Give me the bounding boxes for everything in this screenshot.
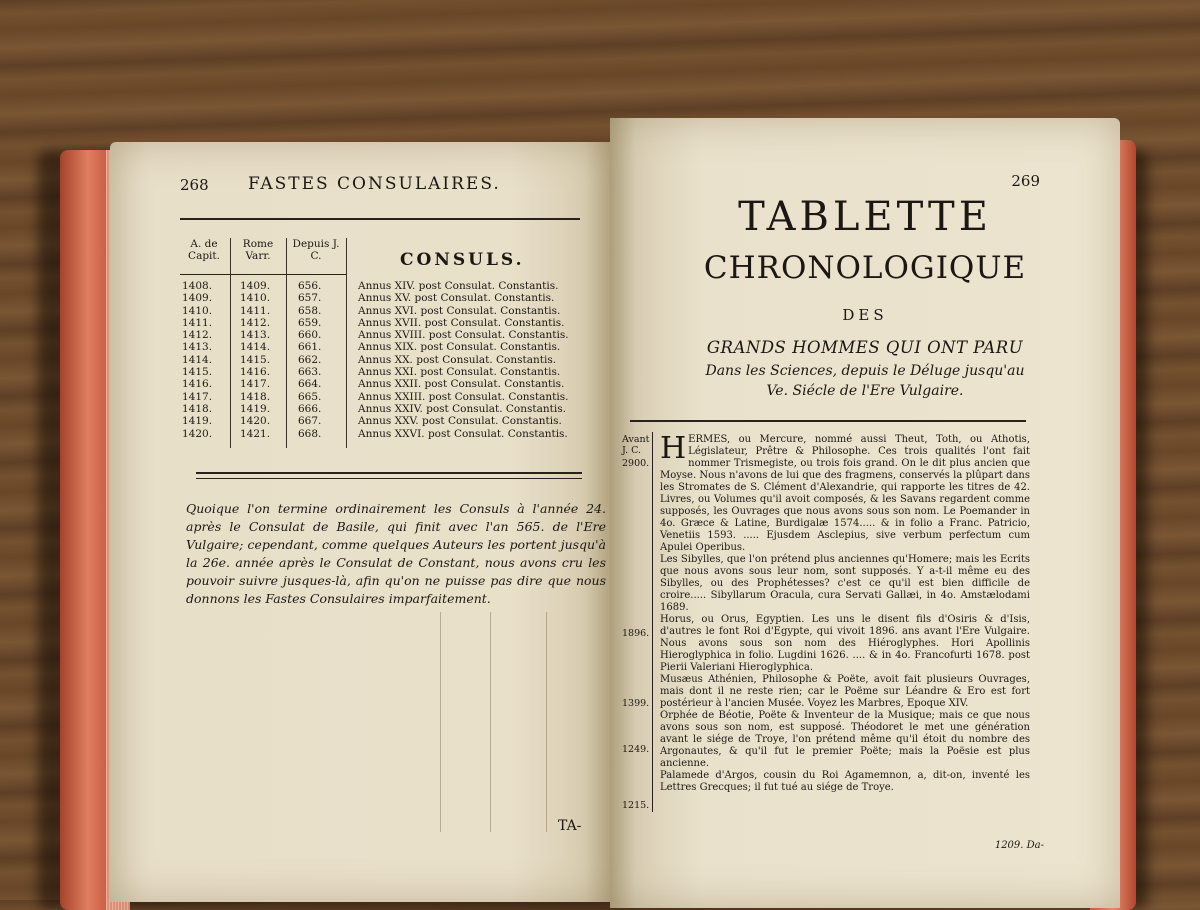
table-cell: Annus XXIV. post Consulat. Constantis. — [358, 402, 566, 415]
entry-orphee: Orphée de Béotie, Poëte & Inventeur de la Musique; mais ce que nous avons sous son nom, est supposé. Théodoret le met une génération avant le siége de Troye, l'on prétend même qu'il étoit du nombre des Argonautes, & qu'il fut le premier Poëte; mais la Poësie est plus ancienne. — [660, 710, 1030, 769]
section-rule-thin — [196, 478, 582, 479]
title-line-5: Dans les Sciences, depuis le Déluge jusqu'au — [705, 363, 1025, 379]
margin-year: 2900. — [622, 458, 650, 469]
table-cell: Annus XVIII. post Consulat. Constantis. — [358, 329, 569, 342]
table-cell: 1409. — [240, 280, 271, 292]
table-cell: 667. — [298, 415, 322, 428]
table-cell: 1414. — [182, 353, 213, 366]
margin-header: Avant J. C. — [622, 434, 650, 456]
chronology-text — [660, 431, 1030, 794]
title-line-6: Ve. Siécle de l'Ere Vulgaire. — [766, 383, 964, 399]
entry-sibylles: Les Sibylles, que l'on prétend plus anciennes qu'Homere; mais les Ecrits que nous avons sous leur nom, sont supposés. Y a-t-il même eu des Sibylles, ou des Prophétesses? c'est ce qu'il est bien difficile de croire..... Sibyllarum Oracula, cura Servati Gallæi, in 4o. Amstælodami 1689. — [660, 554, 1030, 613]
title-line-3: DES — [842, 306, 888, 324]
table-cell: 1409. — [182, 292, 213, 305]
table-cell: 1412. — [182, 329, 213, 342]
table-cell: Annus XXII. post Consulat. Constantis. — [358, 378, 565, 391]
show-through-line — [546, 612, 547, 832]
margin-year: 1215. — [622, 800, 650, 811]
table-body — [180, 280, 600, 440]
section-rule — [196, 472, 582, 474]
show-through-line — [440, 612, 441, 832]
table-cell: 658. — [298, 304, 322, 317]
table-cell: 1414. — [240, 341, 271, 354]
column-header-capit: A. de Capit. — [188, 238, 220, 262]
table-cell: 1411. — [240, 304, 271, 317]
page-number: 268 — [180, 176, 209, 194]
entry-horus: Horus, ou Orus, Egyptien. Les uns le disent fils d'Osiris & d'Isis, d'autres le font Roi d'Egypte, qui vivoit 1896. ans avant l'Ere Vulgaire. Nous avons sous son nom des Hiéroglyphes. Hori Apollinis Hieroglyphica in folio. Lugdini 1626. .... & in 4o. Francofurti 1678. post Pierii Valeriani Hieroglyphica. — [660, 614, 1030, 673]
table-cell: Annus XV. post Consulat. Constantis. — [358, 292, 555, 305]
table-cell: 1420. — [240, 415, 271, 428]
table-cell: 664. — [298, 378, 322, 391]
title-rule — [630, 420, 1026, 422]
margin-rule — [652, 432, 653, 812]
table-row — [180, 428, 600, 440]
table-cell: 659. — [298, 316, 322, 329]
table-row — [180, 292, 600, 304]
margin-year: 1399. — [622, 698, 650, 709]
note-paragraph: Quoique l'on termine ordinairement les Consuls à l'année 24. après le Consulat de Basile, qui finit avec l'an 565. de l'Ere Vulgaire; cependant, comme quelques Auteurs les portent jusqu'à la 26e. année après le Consulat de Constant, nous avons cru les pouvoir suivre jusques-là, afin qu'on ne puisse pas dire que nous donnons les Fastes Consulaires imparfaitement. — [186, 501, 606, 606]
table-cell: 1415. — [240, 353, 271, 366]
table-cell: 1419. — [240, 402, 271, 415]
table-cell: 1417. — [240, 378, 271, 391]
table-row — [180, 280, 600, 292]
table-row — [180, 354, 600, 366]
running-title: FASTES CONSULAIRES. — [248, 174, 501, 194]
table-cell: 1416. — [182, 378, 213, 391]
table-cell: 1419. — [182, 415, 213, 428]
table-cell: Annus XX. post Consulat. Constantis. — [358, 353, 557, 366]
title-line-2: CHRONOLOGIQUE — [703, 250, 1027, 286]
table-row — [180, 415, 600, 427]
table-row — [180, 317, 600, 329]
table-cell: 1413. — [240, 329, 271, 342]
column-header-rome: Rome Varr. — [242, 238, 274, 262]
table-row — [180, 329, 600, 341]
table-cell: 663. — [298, 366, 322, 379]
table-cell: 665. — [298, 390, 322, 403]
table-cell: Annus XVII. post Consulat. Constantis. — [358, 316, 565, 329]
table-cell: 1408. — [182, 280, 213, 292]
table-cell: 657. — [298, 292, 322, 305]
column-header-consuls: CONSULS. — [400, 250, 525, 270]
table-cell: 660. — [298, 329, 322, 342]
table-cell: 1410. — [182, 304, 213, 317]
table-cell: Annus XIX. post Consulat. Constantis. — [358, 341, 561, 354]
table-cell: 1415. — [182, 366, 213, 379]
table-cell: 1413. — [182, 341, 213, 354]
table-cell: 1410. — [240, 292, 271, 305]
table-row — [180, 305, 600, 317]
table-row — [180, 403, 600, 415]
margin-year: 1896. — [622, 628, 650, 639]
table-row — [180, 341, 600, 353]
table-cell: 1421. — [240, 427, 271, 440]
entry-palamede: Palamede d'Argos, cousin du Roi Agamemnon, a, dit-on, inventé les Lettres Grecques; il fut tué au siége de Troye. — [660, 770, 1030, 793]
table-cell: Annus XXIII. post Consulat. Constantis. — [358, 390, 569, 403]
show-through-line — [490, 612, 491, 832]
header-rule — [180, 218, 580, 220]
catchword: TA- — [558, 818, 582, 834]
table-cell: 656. — [298, 280, 322, 292]
drop-cap: H — [660, 431, 687, 466]
table-cell: 1412. — [240, 316, 271, 329]
title-line-1: TABLETTE — [738, 194, 992, 240]
catchword: 1209. Da- — [994, 840, 1044, 851]
entry-musaeus: Musæus Athénien, Philosophe & Poëte, avoit fait plusieurs Ouvrages, mais dont il ne reste rien; car le Poëme sur Léandre & Ero est fort postérieur à l'ancien Musée. Voyez les Marbres, Epoque XIV. — [660, 674, 1030, 709]
margin-year: 1249. — [622, 744, 650, 755]
table-row — [180, 378, 600, 390]
right-page — [610, 118, 1120, 908]
table-cell: Annus XIV. post Consulat. Constantis. — [358, 280, 559, 292]
table-cell: 662. — [298, 353, 322, 366]
page-number: 269 — [1011, 172, 1040, 190]
table-header-rule — [180, 274, 346, 275]
table-cell: 666. — [298, 402, 322, 415]
table-cell: 668. — [298, 427, 322, 440]
column-header-jc: Depuis J. C. — [292, 238, 340, 262]
table-cell: 1417. — [182, 390, 213, 403]
table-cell: 1416. — [240, 366, 271, 379]
table-cell: Annus XXV. post Consulat. Constantis. — [358, 415, 562, 428]
title-line-4: GRANDS HOMMES QUI ONT PARU — [706, 338, 1024, 357]
entry-hermes: ERMES, ou Mercure, nommé aussi Theut, Toth, ou Athotis, Législateur, Prêtre & Philosophe. Ces trois qualités l'ont fait nommer Trismegiste, ou trois fois grand. On le dit plus ancien que Moyse. Nous n'avons de lui que des fragmens, conservés la plûpart dans les Stromates de S. Clément d'Alexandrie, qui rapporte les titres de 42. Livres, ou Volumes qu'il avoit composés, & les Savans regardent comme supposés, les Ouvrages que nous avons sous son nom. Le Poemander in 4o. Græce & Latine, Burdigalæ 1574..... & in folio a Franc. Patricio, Venetiis 1593. ..... Ejusdem Asclepius, sive verbum perfectum cum Apulei Operibus. — [660, 434, 1030, 553]
table-cell: 1418. — [240, 390, 271, 403]
table-cell: 1420. — [182, 427, 213, 440]
table-cell: Annus XXI. post Consulat. Constantis. — [358, 366, 561, 379]
table-cell: 661. — [298, 341, 322, 354]
table-row — [180, 391, 600, 403]
table-cell: Annus XXVI. post Consulat. Constantis. — [358, 427, 568, 440]
table-cell: 1411. — [182, 316, 213, 329]
left-page — [110, 142, 610, 902]
table-row — [180, 366, 600, 378]
table-cell: Annus XVI. post Consulat. Constantis. — [358, 304, 561, 317]
table-cell: 1418. — [182, 402, 213, 415]
